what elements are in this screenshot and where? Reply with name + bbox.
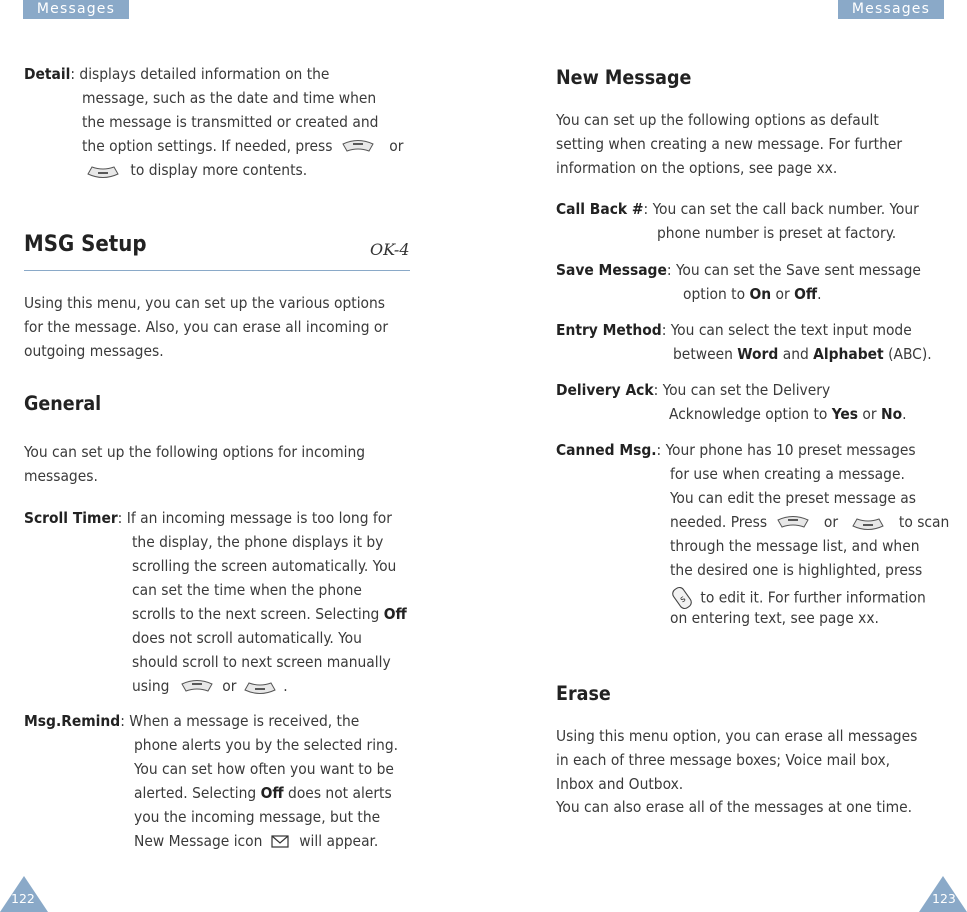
- msg-remind-line-3: You can set how often you want to be: [134, 760, 394, 778]
- canned-msg-line-5: through the message list, and when: [670, 537, 920, 555]
- scroll-down-key-icon: [86, 162, 120, 180]
- header-tab-right: Messages: [838, 0, 944, 19]
- canned-msg-line-1: Canned Msg.: Your phone has 10 preset messages: [556, 441, 916, 459]
- page-number-right: 123: [932, 891, 956, 906]
- scroll-down-key-icon: [851, 514, 885, 532]
- scroll-up-key-icon: [776, 514, 810, 532]
- header-tab-left: Messages: [23, 0, 129, 19]
- msg-setup-title: MSG Setup: [24, 232, 147, 257]
- general-line-2: messages.: [24, 467, 98, 485]
- scroll-timer-line-7: should scroll to next screen manually: [132, 653, 391, 671]
- detail-line-1: Detail: displays detailed information on the: [24, 65, 330, 83]
- save-message-line-2: option to On or Off.: [683, 285, 822, 303]
- scroll-timer-line-5: scrolls to the next screen. Selecting Off: [132, 605, 407, 623]
- scroll-timer-line-1: Scroll Timer: If an incoming message is too long for: [24, 509, 392, 527]
- general-line-1: You can set up the following options for incoming: [24, 443, 366, 461]
- call-back-line-2: phone number is preset at factory.: [657, 224, 897, 242]
- section-divider: [24, 270, 410, 271]
- scroll-down-key-icon: [243, 678, 277, 696]
- msg-setup-line-2: for the message. Also, you can erase all incoming or: [24, 318, 389, 336]
- msg-remind-line-1: Msg.Remind: When a message is received, the: [24, 712, 360, 730]
- msg-remind-line-2: phone alerts you by the selected ring.: [134, 736, 399, 754]
- scroll-timer-line-6: does not scroll automatically. You: [132, 629, 362, 647]
- detail-line-5: to display more contents.: [86, 161, 307, 180]
- msg-remind-line-5: you the incoming message, but the: [134, 808, 381, 826]
- detail-line-2: message, such as the date and time when: [82, 89, 377, 107]
- canned-msg-line-2: for use when creating a message.: [670, 465, 905, 483]
- canned-msg-line-4: needed. Press or to scan: [670, 513, 950, 531]
- detail-line-4: the option settings. If needed, press or: [82, 137, 404, 155]
- canned-msg-term: Canned Msg.: [556, 441, 657, 459]
- general-title: General: [24, 392, 102, 415]
- msg-remind-term: Msg.Remind: [24, 712, 121, 730]
- scroll-up-key-icon: [341, 138, 375, 156]
- detail-term: Detail: [24, 65, 71, 83]
- save-message-term: Save Message: [556, 261, 667, 279]
- msg-remind-line-4: alerted. Selecting Off does not alerts: [134, 784, 392, 802]
- new-message-title: New Message: [556, 66, 692, 89]
- envelope-icon: [271, 835, 289, 848]
- delivery-ack-term: Delivery Ack: [556, 381, 654, 399]
- page-number-left: 122: [11, 891, 35, 906]
- new-message-line-1: You can set up the following options as default: [556, 111, 879, 129]
- erase-line-1: Using this menu option, you can erase all messages: [556, 727, 918, 745]
- canned-msg-line-7: s to edit it. For further information: [672, 585, 926, 611]
- msg-remind-line-6: New Message icon will appear.: [134, 832, 379, 850]
- new-message-line-2: setting when creating a new message. For further: [556, 135, 903, 153]
- entry-method-term: Entry Method: [556, 321, 662, 339]
- new-message-line-3: information on the options, see page xx.: [556, 159, 838, 177]
- delivery-ack-line-2: Acknowledge option to Yes or No.: [669, 405, 907, 423]
- delivery-ack-line-1: Delivery Ack: You can set the Delivery: [556, 381, 831, 399]
- scroll-timer-line-4: can set the time when the phone: [132, 581, 362, 599]
- scroll-timer-line-8: using or .: [132, 677, 288, 695]
- canned-msg-line-8: on entering text, see page xx.: [670, 609, 879, 627]
- svg-text:s: s: [678, 594, 688, 606]
- canned-msg-line-3: You can edit the preset message as: [670, 489, 916, 507]
- msg-setup-line-3: outgoing messages.: [24, 342, 164, 360]
- call-back-line-1: Call Back #: You can set the call back number. Your: [556, 200, 919, 218]
- erase-line-4: You can also erase all of the messages at one time.: [556, 798, 912, 816]
- scroll-up-key-icon: [180, 678, 214, 696]
- msg-setup-menu-code: OK-4: [370, 240, 410, 259]
- erase-title: Erase: [556, 682, 611, 705]
- erase-line-2: in each of three message boxes; Voice mail box,: [556, 751, 891, 769]
- detail-line-3: the message is transmitted or created and: [82, 113, 379, 131]
- edit-key-icon: [672, 585, 692, 611]
- scroll-timer-line-2: the display, the phone displays it by: [132, 533, 384, 551]
- entry-method-line-1: Entry Method: You can select the text input mode: [556, 321, 912, 339]
- save-message-line-1: Save Message: You can set the Save sent message: [556, 261, 921, 279]
- entry-method-line-2: between Word and Alphabet (ABC).: [673, 345, 932, 363]
- canned-msg-line-6: the desired one is highlighted, press: [670, 561, 923, 579]
- scroll-timer-term: Scroll Timer: [24, 509, 118, 527]
- call-back-term: Call Back #: [556, 200, 644, 218]
- msg-setup-line-1: Using this menu, you can set up the various options: [24, 294, 386, 312]
- erase-line-3: Inbox and Outbox.: [556, 775, 684, 793]
- scroll-timer-line-3: scrolling the screen automatically. You: [132, 557, 397, 575]
